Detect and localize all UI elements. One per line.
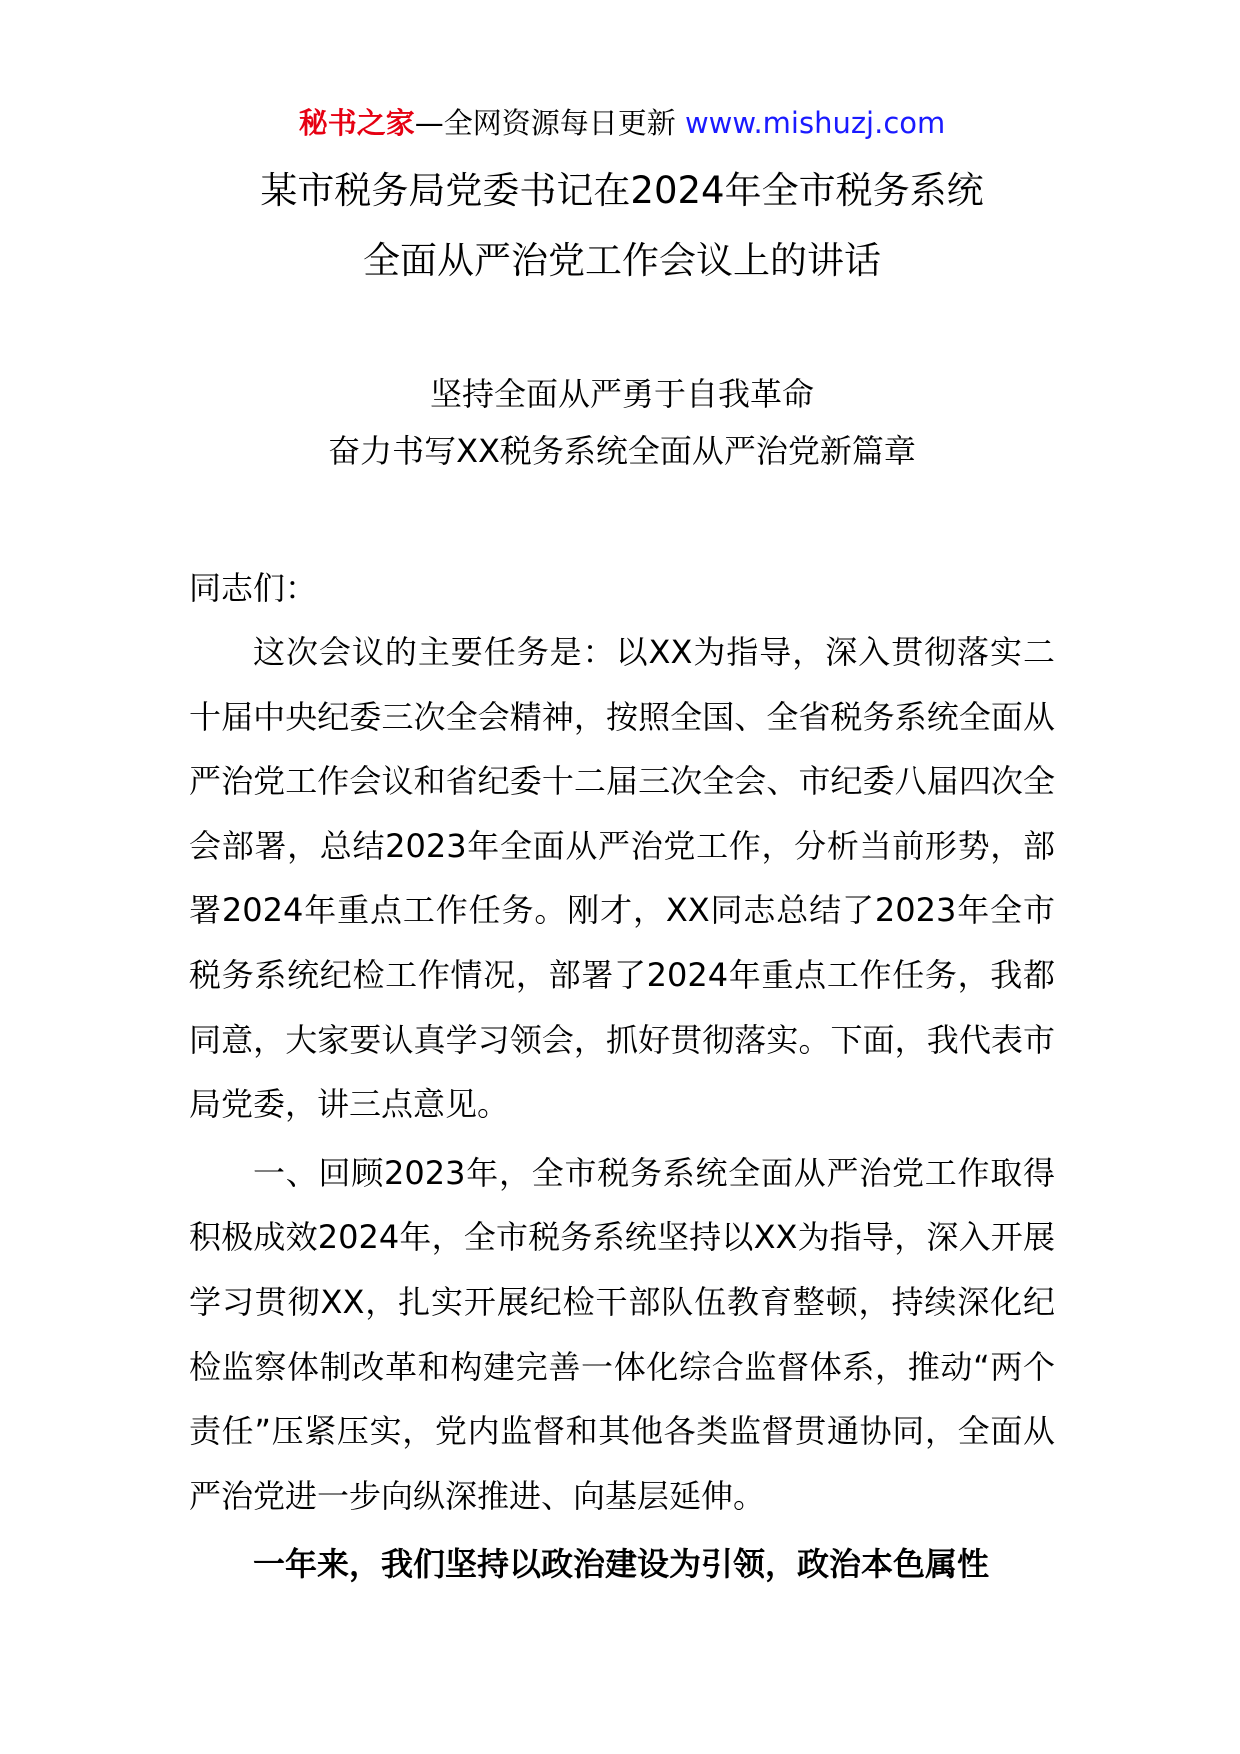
subtitle-line-2: 奋力书写XX税务系统全面从严治党新篇章 — [328, 432, 916, 470]
salutation: 同志们： — [189, 569, 318, 607]
document-subtitle — [189, 366, 1055, 480]
body-paragraph-1: 这次会议的主要任务是：以XX为指导，深入贯彻落实二十届中央纪委三次全会精神，按照全国、全省税务系统全面从严治党工作会议和省纪委十二届三次全会、市纪委八届四次全会部署，总结2023年全面从严治党工作，分析当前形势，部署2024年重点工作任务。刚才，XX同志总结了2023年全市税务系统纪检工作情况，部署了2024年重点工作任务，我都同意，大家要认真学习领会，抓好贯彻落实。下面，我代表市局党委，讲三点意见。 — [189, 633, 1055, 1124]
banner-tagline: —全网资源每日更新 — [414, 106, 685, 140]
title-line-1: 某市税务局党委书记在2024年全市税务系统 — [260, 169, 984, 212]
body-paragraph-3: 一年来，我们坚持以政治建设为引领，政治本色属性 — [253, 1545, 990, 1584]
body-paragraph-2: 一、回顾2023年，全市税务系统全面从严治党工作取得积极成效2024年，全市税务系统坚持以XX为指导，深入开展学习贯彻XX，扎实开展纪检干部队伍教育整顿，持续深化纪检监察体制改革和构建完善一体化综合监督体系，推动“两个责任”压紧压实，党内监督和其他各类监督贯通协同，全面从严治党进一步向纵深推进、向基层延伸。 — [189, 1153, 1055, 1515]
title-line-2: 全面从严治党工作会议上的讲话 — [363, 239, 881, 282]
document-title — [189, 156, 1055, 296]
site-banner — [189, 0, 1055, 144]
site-url-link[interactable]: www.mishuzj.com — [684, 106, 946, 140]
subtitle-line-1: 坚持全面从严勇于自我革命 — [429, 375, 814, 413]
brand-name: 秘书之家 — [298, 106, 415, 140]
